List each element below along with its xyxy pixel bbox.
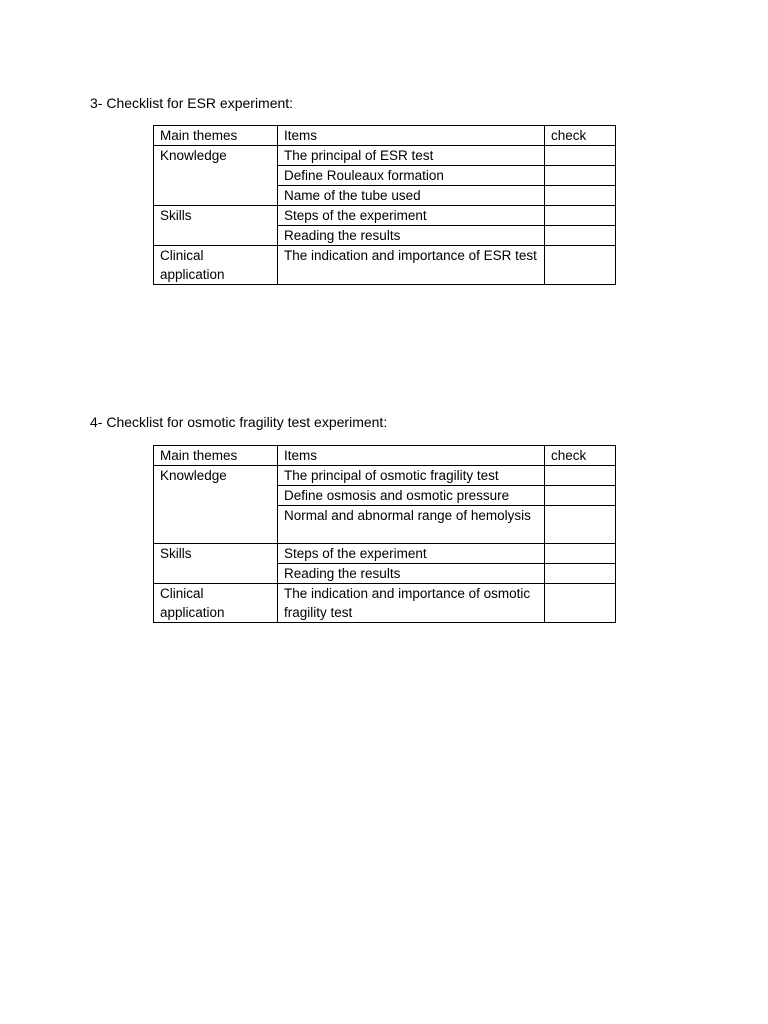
table-row	[154, 466, 616, 486]
header-main-themes: Main themes	[154, 126, 278, 146]
theme-cell-clinical-application: Clinical application	[154, 246, 278, 285]
osmotic-fragility-checklist-table	[153, 445, 616, 623]
theme-cell-skills: Skills	[154, 206, 278, 246]
table-row	[154, 544, 616, 564]
item-cell: The principal of osmotic fragility test	[278, 466, 545, 486]
table-header-row	[154, 126, 616, 146]
item-cell: The indication and importance of ESR test	[278, 246, 545, 285]
item-cell: Define Rouleaux formation	[278, 166, 545, 186]
item-cell: The indication and importance of osmotic fragility test	[278, 584, 545, 623]
osmotic-fragility-checklist-heading: 4- Checklist for osmotic fragility test experiment:	[90, 414, 388, 430]
item-cell: Steps of the experiment	[278, 206, 545, 226]
item-cell: Steps of the experiment	[278, 544, 545, 564]
header-main-themes: Main themes	[154, 446, 278, 466]
header-check: check	[545, 126, 616, 146]
esr-checklist-table	[153, 125, 616, 285]
check-cell[interactable]	[545, 506, 616, 544]
theme-cell-knowledge: Knowledge	[154, 466, 278, 544]
table-header-row	[154, 446, 616, 466]
check-cell[interactable]	[545, 166, 616, 186]
check-cell[interactable]	[545, 584, 616, 623]
item-cell: Reading the results	[278, 226, 545, 246]
theme-cell-clinical-application: Clinical application	[154, 584, 278, 623]
check-cell[interactable]	[545, 146, 616, 166]
theme-cell-knowledge: Knowledge	[154, 146, 278, 206]
header-items: Items	[278, 446, 545, 466]
check-cell[interactable]	[545, 466, 616, 486]
table-row	[154, 206, 616, 226]
item-cell: Define osmosis and osmotic pressure	[278, 486, 545, 506]
check-cell[interactable]	[545, 544, 616, 564]
table-row	[154, 146, 616, 166]
check-cell[interactable]	[545, 206, 616, 226]
table-row	[154, 246, 616, 285]
theme-cell-skills: Skills	[154, 544, 278, 584]
check-cell[interactable]	[545, 226, 616, 246]
table-row	[154, 584, 616, 623]
header-items: Items	[278, 126, 545, 146]
check-cell[interactable]	[545, 186, 616, 206]
item-cell: Name of the tube used	[278, 186, 545, 206]
header-check: check	[545, 446, 616, 466]
esr-checklist-heading: 3- Checklist for ESR experiment:	[90, 95, 294, 111]
item-cell: Normal and abnormal range of hemolysis	[278, 506, 545, 544]
check-cell[interactable]	[545, 486, 616, 506]
item-cell: The principal of ESR test	[278, 146, 545, 166]
check-cell[interactable]	[545, 564, 616, 584]
check-cell[interactable]	[545, 246, 616, 285]
item-cell: Reading the results	[278, 564, 545, 584]
